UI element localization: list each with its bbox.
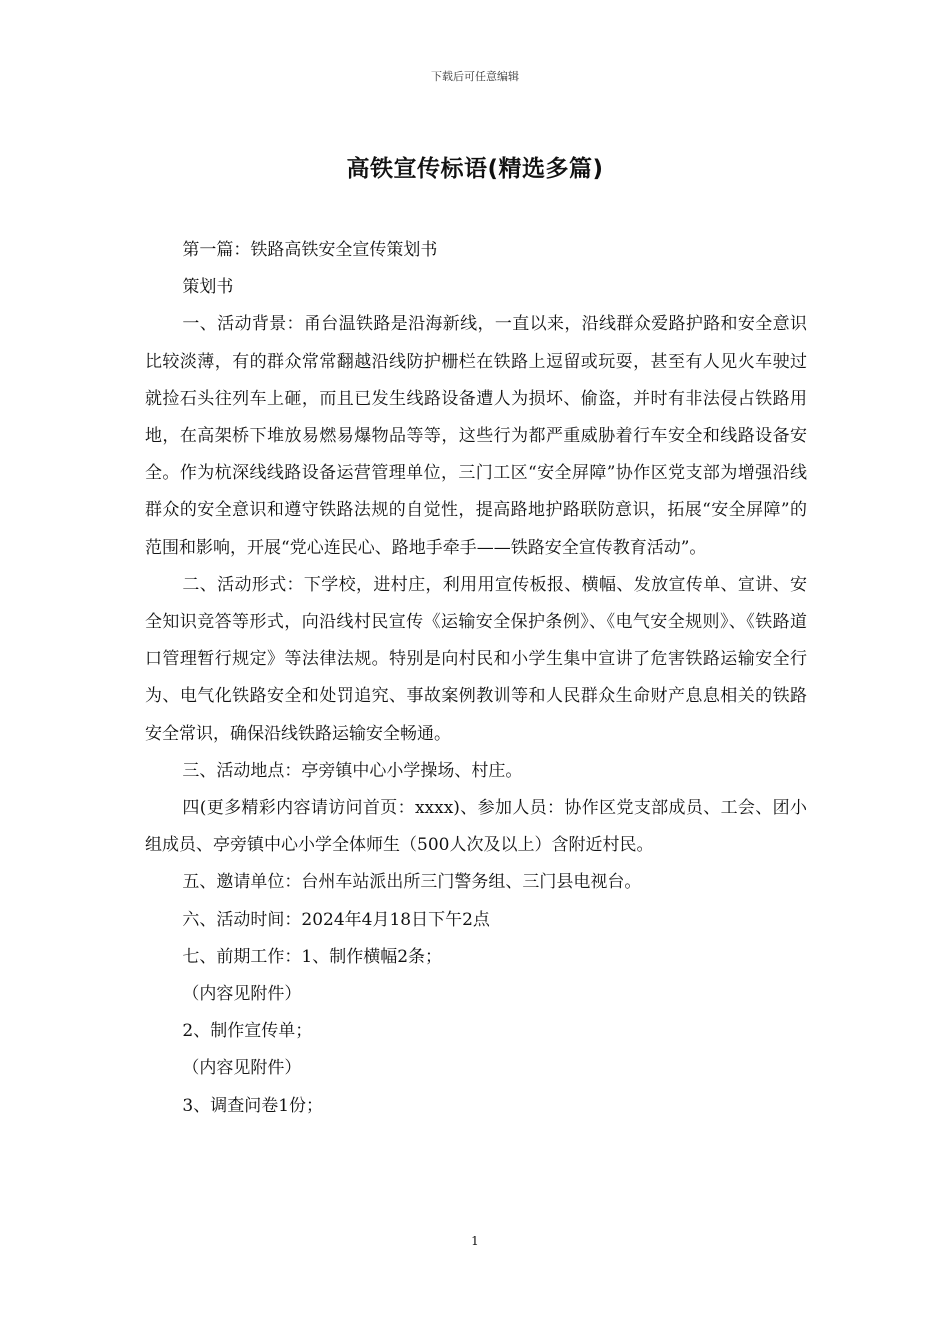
page-number: 1 (471, 1234, 479, 1248)
paragraph-prep-2: 2、制作宣传单； (182, 1021, 313, 1042)
paragraph-prep-3: 3、调查问卷1份； (182, 1095, 324, 1116)
document-title: 高铁宣传标语(精选多篇) (346, 156, 604, 182)
paragraph-subheading: 策划书 (182, 277, 234, 298)
paragraph-prep-1: 七、前期工作：1、制作横幅2条； (182, 946, 443, 967)
paragraph-invited: 五、邀请单位：台州车站派出所三门警务组、三门县电视台。 (182, 872, 642, 893)
paragraph-location: 三、活动地点：亭旁镇中心小学操场、村庄。 (182, 760, 523, 781)
paragraph-format: 二、活动形式：下学校，进村庄，利用用宣传板报、横幅、发放宣传单、宣讲、安全知识竞答等形式，向沿线村民宣传《运输安全保护条例》、《电气安全规则》、《铁路道口管理暂行规定》等法律法规。特别是向村民和小学生集中宣讲了危害铁路运输安全行为、电气化铁路安全和处罚追究、事故案例教训等和人民群众生命财产息息相关的铁路安全常识，确保沿线铁路运输安全畅通。 (145, 574, 807, 744)
document-body (145, 232, 807, 1125)
paragraph-time: 六、活动时间：2024年4月18日下午2点 (182, 909, 490, 930)
paragraph-background: 一、活动背景：甬台温铁路是沿海新线，一直以来，沿线群众爱路护路和安全意识比较淡薄，有的群众常常翻越沿线防护栅栏在铁路上逗留或玩耍，甚至有人见火车驶过就捡石头往列车上砸，而且已发生线路设备遭人为损坏、偷盗，并时有非法侵占铁路用地，在高架桥下堆放易燃易爆物品等等，这些行为都严重威胁着行车安全和线路设备安全。作为杭深线线路设备运营管理单位，三门工区“安全屏障”协作区党支部为增强沿线群众的安全意识和遵守铁路法规的自觉性，提高路地护路联防意识，拓展“安全屏障”的范围和影响，开展“党心连民心、路地手牵手——铁路安全宣传教育活动”。 (145, 314, 807, 558)
paragraph-section-heading: 第一篇：铁路高铁安全宣传策划书 (182, 240, 438, 260)
paragraph-attachment-note-1: （内容见附件） (182, 984, 302, 1005)
paragraph-participants: 四(更多精彩内容请访问首页：xxxx)、参加人员：协作区党支部成员、工会、团小组成员、亭旁镇中心小学全体师生（500人次及以上）含附近村民。 (145, 798, 807, 856)
paragraph-attachment-note-2: （内容见附件） (182, 1058, 302, 1079)
header-note: 下载后可任意编辑 (431, 70, 519, 83)
